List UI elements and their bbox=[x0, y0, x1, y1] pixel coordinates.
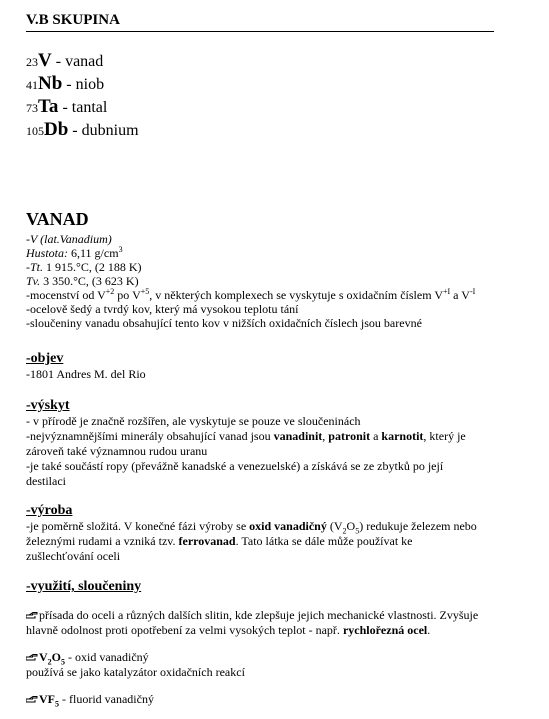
pointing-hand-icon bbox=[26, 612, 38, 620]
boiling-point-line bbox=[26, 274, 536, 288]
element-list bbox=[26, 49, 139, 141]
formula-text: O bbox=[51, 650, 62, 664]
melting-label: -Tt. bbox=[26, 260, 44, 274]
element-name: - niob bbox=[62, 76, 105, 93]
valence-exp: +I bbox=[442, 287, 451, 296]
paragraph-line: -je také součástí ropy (převážně kanadské a venezuelské) a získává se ze zbytků po její bbox=[26, 459, 444, 473]
symbol-line: -V (lat.Vanadium) bbox=[26, 232, 112, 246]
element-symbol: V bbox=[38, 50, 52, 71]
subscript: 5 bbox=[61, 657, 66, 667]
list-item bbox=[26, 49, 139, 72]
density-value: 6,11 g/cm bbox=[68, 246, 119, 260]
atomic-number: 73 bbox=[26, 101, 38, 115]
atomic-number: 105 bbox=[26, 124, 44, 138]
paragraph-line: zušlechťování oceli bbox=[26, 549, 121, 563]
text-run: hlavně odolnost proti opotřebení za velmi vysokých teplot - např. bbox=[26, 623, 343, 637]
section-vyuziti bbox=[26, 578, 538, 707]
atomic-number: 41 bbox=[26, 78, 38, 92]
valence-text: -mocenství od V bbox=[26, 288, 106, 302]
text-run: ) redukuje železem nebo bbox=[359, 519, 477, 533]
paragraph-line: používá se jako katalyzátor oxidačních reakcí bbox=[26, 665, 245, 679]
text-run: . bbox=[427, 623, 431, 637]
valence-exp: +5 bbox=[140, 287, 150, 296]
text-run: , který je bbox=[423, 429, 466, 443]
section-vyskyt bbox=[26, 397, 538, 489]
text-run: železnými rudami a vzniká tzv. bbox=[26, 534, 179, 548]
paragraph-line bbox=[26, 519, 538, 534]
paragraph-line: zároveň také významnou rudou uranu bbox=[26, 444, 208, 458]
section-heading: -využití, sloučeniny bbox=[26, 579, 142, 594]
section-objev bbox=[26, 350, 538, 382]
text-run: . Tato látka se dále může používat ke bbox=[235, 534, 413, 548]
melting-point-line bbox=[26, 260, 536, 274]
text-run: -je poměrně složitá. V konečné fázi výroby se bbox=[26, 519, 250, 533]
subscript: 5 bbox=[55, 699, 59, 709]
paragraph-line: -1801 Andres M. del Rio bbox=[26, 367, 146, 381]
density-label: Hustota: bbox=[26, 246, 68, 260]
atomic-number: 23 bbox=[26, 55, 38, 69]
paragraph-line: destilaci bbox=[26, 474, 66, 488]
section-heading: -výskyt bbox=[26, 398, 70, 413]
subscript: 2 bbox=[342, 526, 347, 536]
melting-value: 1 915.°C, (2 188 K) bbox=[43, 260, 142, 274]
subscript: 5 bbox=[355, 526, 360, 536]
compound-name: oxid vanadičný bbox=[249, 519, 327, 533]
valence-exp: -I bbox=[469, 287, 476, 296]
section-heading: -výroba bbox=[26, 503, 73, 518]
text-run: přísada do oceli a různých dalších slitin, kde zlepšuje jejich mechanické vlastnosti. Zvyšuje bbox=[39, 608, 479, 622]
text-run: a bbox=[370, 429, 382, 443]
paragraph-line bbox=[26, 534, 538, 549]
element-name: - dubnium bbox=[68, 122, 139, 139]
element-name: - vanad bbox=[51, 53, 104, 70]
boiling-value: 3 350.°C, (3 623 K) bbox=[40, 274, 139, 288]
section-heading-vanad: VANAD bbox=[26, 209, 89, 229]
compound-name: rychlořezná ocel bbox=[342, 623, 428, 637]
page-title: V.B SKUPINA bbox=[26, 12, 494, 32]
pointing-hand-icon bbox=[26, 654, 38, 662]
element-symbol: Ta bbox=[38, 96, 59, 117]
paragraph-line: - v přírodě je značně rozšířen, ale vyskytuje se pouze ve sloučeninách bbox=[26, 414, 361, 428]
paragraph-line bbox=[26, 692, 538, 707]
text-run: - oxid vanadičný bbox=[65, 650, 149, 664]
section-heading: -objev bbox=[26, 351, 64, 366]
text-run: (V bbox=[326, 519, 343, 533]
valence-text: a V bbox=[450, 288, 470, 302]
valence-line bbox=[26, 288, 536, 302]
formula-text: VF bbox=[39, 692, 55, 706]
vanad-properties bbox=[26, 232, 536, 330]
boiling-label: Tv. bbox=[26, 274, 41, 288]
paragraph-line bbox=[26, 429, 538, 444]
density-line bbox=[26, 246, 536, 260]
pointing-hand-icon bbox=[26, 696, 38, 704]
element-name: - tantal bbox=[58, 99, 108, 116]
valence-text: , v některých komplexech se vyskytuje s oxidačním číslem V bbox=[149, 288, 443, 302]
compound-name: ferrovanad bbox=[178, 534, 236, 548]
mineral-name: karnotit bbox=[381, 429, 424, 443]
valence-exp: +2 bbox=[105, 287, 115, 296]
property-line: -ocelově šedý a tvrdý kov, který má vysokou teplotu tání bbox=[26, 302, 299, 316]
section-vyroba bbox=[26, 502, 538, 564]
list-item bbox=[26, 118, 139, 141]
density-exponent: 3 bbox=[118, 245, 123, 254]
valence-text: po V bbox=[114, 288, 141, 302]
subscript: 2 bbox=[47, 657, 52, 667]
element-symbol: Nb bbox=[38, 73, 63, 94]
formula-text: V bbox=[39, 650, 48, 664]
mineral-name: patronit bbox=[328, 429, 371, 443]
mineral-name: vanadinit bbox=[273, 429, 323, 443]
list-item bbox=[26, 95, 139, 118]
paragraph-line bbox=[26, 623, 538, 638]
text-run: -nejvýznamnějšími minerály obsahující vanad jsou bbox=[26, 429, 274, 443]
paragraph-line bbox=[26, 650, 538, 665]
text-run: - fluorid vanadičný bbox=[59, 692, 154, 706]
property-line: -sloučeniny vanadu obsahující tento kov v nižších oxidačních číslech jsou barevné bbox=[26, 316, 422, 330]
element-symbol: Db bbox=[44, 119, 69, 140]
text-run: , bbox=[322, 429, 329, 443]
text-run: O bbox=[346, 519, 356, 533]
list-item bbox=[26, 72, 139, 95]
paragraph-line bbox=[26, 608, 538, 623]
